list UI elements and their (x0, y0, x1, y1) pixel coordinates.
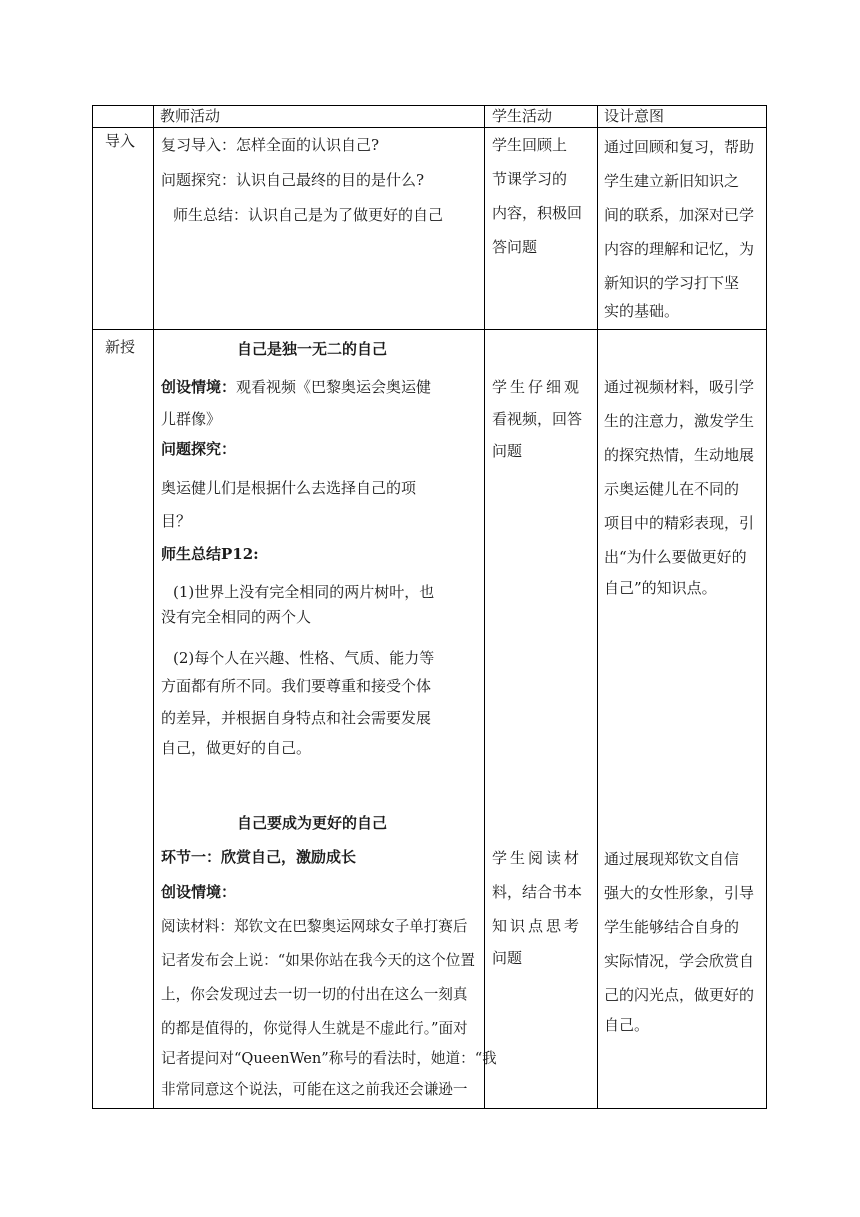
header-teacher: 教师活动 (160, 107, 221, 125)
intro-design-line-1: 通过回顾和复习，帮助 (604, 138, 755, 156)
new-student1-line-1: 学生仔细观 (492, 378, 583, 396)
reading-line-2: 记者发布会上说：“如果你站在我今天的这个位置 (161, 952, 475, 969)
new-design2-line-5: 己的闪光点，做更好的 (604, 986, 755, 1004)
intro-design-line-2: 学生建立新旧知识之 (604, 172, 740, 190)
intro-design-line-5: 新知识的学习打下坚 (604, 274, 740, 292)
new-student2-line-2: 料，结合书本 (492, 883, 583, 901)
new-student2-line-4: 问题 (492, 949, 523, 967)
new-design2-line-6: 自己。 (604, 1016, 650, 1034)
stage-label-intro: 导入 (105, 132, 136, 150)
intro-teacher-line-1: 复习导入：怎样全面的认识自己? (161, 136, 380, 154)
point2-line-1: (2)每个人在兴趣、性格、气质、能力等 (173, 649, 435, 667)
question-line-2: 目？ (161, 512, 192, 530)
point2-line-4: 自己，做更好的自己。 (161, 739, 312, 757)
new-design2-line-3: 学生能够结合自身的 (604, 918, 740, 936)
new-design1-line-2: 生的注意力，激发学生 (604, 412, 755, 430)
new-student2-line-1: 学生阅读材 (492, 849, 583, 867)
new-design1-line-3: 的探究热情，生动地展 (604, 446, 755, 464)
intro-teacher-line-2: 问题探究：认识自己最终的目的是什么? (161, 171, 425, 189)
stage-label-new: 新授 (105, 338, 136, 356)
new-design1-line-4: 示奥运健儿在不同的 (604, 480, 740, 498)
new-design1-line-5: 项目中的精彩表现，引 (604, 514, 755, 532)
table-bottom-border (92, 1108, 767, 1109)
summary-label: 师生总结P12: (161, 545, 259, 563)
situation-line-1 (161, 370, 431, 404)
point1-line-2: 没有完全相同的两个人 (161, 608, 312, 626)
col-border-4 (766, 105, 767, 1109)
situation2-label: 创设情境： (161, 883, 237, 901)
new-student1-line-2: 看视频，回答 (492, 410, 583, 428)
situation-label: 创设情境： (161, 378, 237, 396)
reading-line-3: 上，你会发现过去一切一切的付出在这么一刻真 (161, 986, 468, 1003)
table-top-border (92, 105, 767, 106)
section-title-unique-self: 自己是独一无二的自己 (237, 340, 388, 358)
intro-student-line-4: 答问题 (492, 238, 538, 256)
col-border-3 (597, 105, 598, 1109)
new-design2-line-1: 通过展现郑钦文自信 (604, 850, 740, 868)
intro-design-line-3: 间的联系，加深对已学 (604, 206, 755, 224)
intro-student-line-3: 内容，积极回 (492, 204, 583, 222)
intro-design-line-4: 内容的理解和记忆，为 (604, 240, 755, 258)
point1-line-1: (1)世界上没有完全相同的两片树叶，也 (173, 583, 435, 601)
intro-design-line-6: 实的基础。 (604, 302, 680, 320)
reading-line-6: 非常同意这个说法，可能在这之前我还会谦逊一 (161, 1081, 468, 1098)
intro-teacher-line-3: 师生总结：认识自己是为了做更好的自己 (173, 206, 444, 224)
question-label: 问题探究： (161, 440, 237, 458)
reading-line-1: 阅读材料：郑钦文在巴黎奥运网球女子单打赛后 (161, 918, 468, 935)
reading-line-4: 的都是值得的，你觉得人生就是不虚此行。”面对 (161, 1020, 468, 1037)
header-design: 设计意图 (604, 107, 665, 125)
link1-label: 环节一：欣赏自己，激励成长 (161, 848, 357, 866)
new-design2-line-4: 实际情况，学会欣赏自 (604, 952, 755, 970)
new-design1-line-6: 出“为什么要做更好的 (604, 548, 747, 566)
col-border-1 (153, 105, 154, 1109)
situation-text: 观看视频《巴黎奥运会奥运健 (236, 378, 432, 396)
new-design2-line-2: 强大的女性形象，引导 (604, 884, 755, 902)
point2-line-2: 方面都有所不同。我们要尊重和接受个体 (161, 677, 432, 695)
intro-student-line-2: 节课学习的 (492, 170, 568, 188)
point2-line-3: 的差异，并根据自身特点和社会需要发展 (161, 709, 432, 727)
row1-bottom-border (92, 329, 767, 330)
new-design1-line-7: 自己”的知识点。 (604, 579, 717, 597)
situation-line-2: 儿群像》 (161, 410, 222, 428)
question-line-1: 奥运健儿们是根据什么去选择自己的项 (161, 479, 417, 497)
new-student1-line-3: 问题 (492, 442, 523, 460)
header-student: 学生活动 (492, 107, 553, 125)
new-student2-line-3: 知识点思考 (492, 917, 583, 935)
intro-student-line-1: 学生回顾上 (492, 136, 568, 154)
new-design1-line-1: 通过视频材料，吸引学 (604, 378, 755, 396)
col-border-2 (484, 105, 485, 1109)
col-border-0 (92, 105, 93, 1109)
section-title-better-self: 自己要成为更好的自己 (237, 814, 388, 832)
reading-line-5: 记者提问对“QueenWen”称号的看法时，她道：“我 (161, 1050, 497, 1067)
